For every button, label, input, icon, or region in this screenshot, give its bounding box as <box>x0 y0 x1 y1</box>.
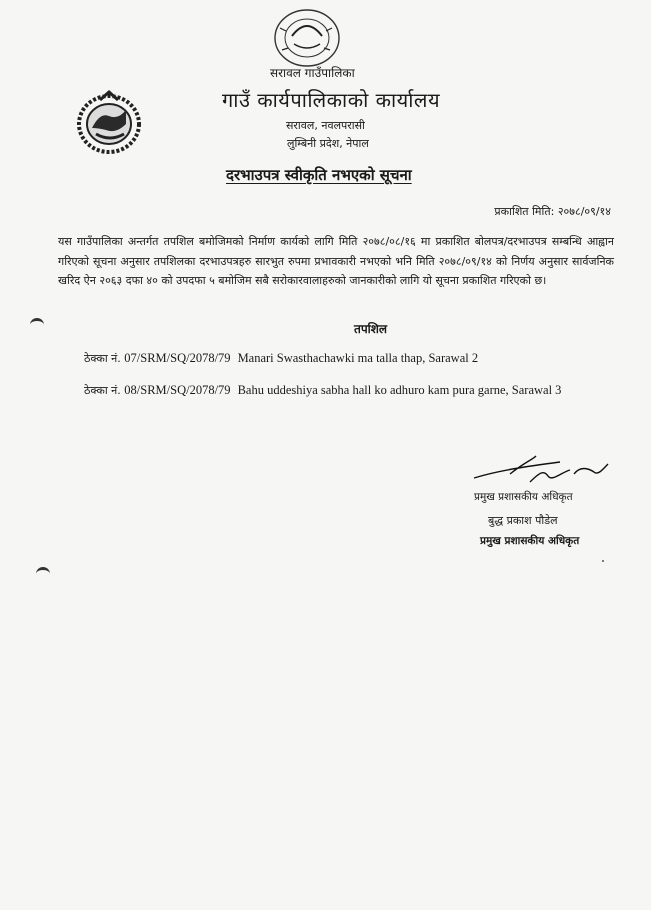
contract-label: ठेक्का नं. <box>84 384 121 397</box>
contract-code: 08/SRM/SQ/2078/79 <box>124 383 231 397</box>
handwritten-signature <box>470 452 610 492</box>
nepal-emblem-logo <box>70 88 148 158</box>
office-name: गाउँ कार्यपालिकाको कार्यालय <box>222 88 441 112</box>
signatory-title-bottom: प्रमुख प्रशासकीय अधिकृत <box>480 535 580 547</box>
contract-item-2 <box>84 383 561 398</box>
contract-item-1 <box>84 351 478 366</box>
signatory-title-top: प्रमुख प्रशासकीय अधिकृत <box>474 491 573 503</box>
punch-hole-mark <box>30 318 44 329</box>
published-date: २०७८/०९/१४ <box>557 205 611 218</box>
signatory-name: बुद्ध प्रकाश पौडेल <box>488 514 558 527</box>
office-address: सरावल, नवलपरासी <box>286 119 365 132</box>
contract-code: 07/SRM/SQ/2078/79 <box>124 351 231 365</box>
office-province: लुम्बिनी प्रदेश, नेपाल <box>287 137 369 150</box>
scan-speck <box>602 560 604 562</box>
contract-name: Bahu uddeshiya sabha hall ko adhuro kam pura garne, Sarawal 3 <box>237 383 562 397</box>
municipality-name: सरावल गाउँपालिका <box>270 66 355 80</box>
details-heading: तपशिल <box>354 322 388 336</box>
notice-body: यस गाउँपालिका अन्तर्गत तपशिल बमोजिमको निर्माण कार्यको लागि मिति २०७८/०८/१६ मा प्रकाशित बोलपत्र/दरभाउपत्र सम्बन्धि आह्वान गरिएको सूचना अनुसार तपशिलका दरभाउपत्रहरु सारभुत रुपमा प्रभावकारी नभएको भनि मिति २०७८/०९/१४ को निर्णय अनुसार सार्वजनिक खरिद ऐन २०६३ दफा ४० को उपदफा ५ बमोजिम सबै सरोकारवालाहरुको जानकारीको लागि यो सूचना प्रकाशित गरिएको छ। <box>58 235 614 287</box>
contract-name: Manari Swasthachawki ma talla thap, Sarawal 2 <box>237 351 479 365</box>
published-date-line <box>494 204 611 219</box>
punch-hole-mark <box>36 567 50 578</box>
contract-label: ठेक्का नं. <box>84 352 121 365</box>
published-label: प्रकाशित मिति: <box>494 205 555 218</box>
notice-title: दरभाउपत्र स्वीकृति नभएको सूचना <box>226 166 412 184</box>
